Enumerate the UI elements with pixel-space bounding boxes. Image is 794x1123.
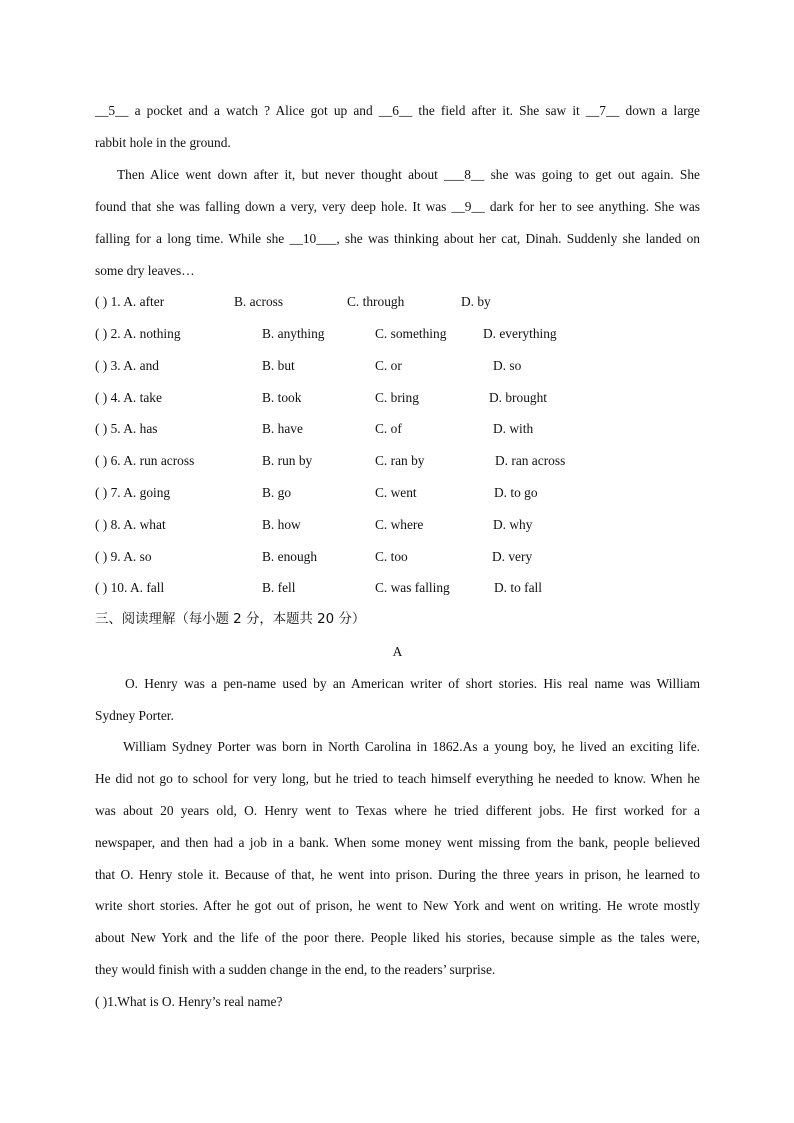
question-option-c: C. too [375, 549, 408, 564]
question-option-a: ( ) 3. A. and [95, 358, 159, 373]
question-option-b: B. anything [262, 326, 325, 341]
question-option-b: B. but [262, 358, 295, 373]
question-option-c: C. where [375, 517, 424, 532]
cloze-line-5: falling for a long time. While she __10___, she was thinking about her cat, Dinah. Suddenly she landed on [95, 231, 700, 246]
question-option-d: D. so [493, 358, 522, 373]
question-option-c: C. was falling [375, 580, 450, 595]
cloze-line-4: found that she was falling down a very, very deep hole. It was __9__ dark for her to see anything. She was [95, 199, 700, 214]
question-option-b: B. across [234, 294, 284, 309]
cloze-line-1: __5__ a pocket and a watch ? Alice got up and __6__ the field after it. She saw it __7__ down a large [95, 103, 700, 118]
question-option-b: B. run by [262, 453, 313, 468]
question-option-c: C. or [375, 358, 402, 373]
question-option-d: D. ran across [495, 453, 566, 468]
question-option-c: C. bring [375, 390, 419, 405]
question-option-d: D. brought [489, 390, 548, 405]
question-option-d: D. why [493, 517, 533, 532]
passage-p1-line-2: Sydney Porter. [95, 708, 174, 723]
passage-p2-line-6: write short stories. After he got out of prison, he went to New York and went on writing. He wrote mostly [95, 898, 700, 913]
question-option-a: ( ) 9. A. so [95, 549, 152, 564]
question-option-d: D. with [493, 421, 534, 436]
passage-p2-line-5: that O. Henry stole it. Because of that, he went into prison. During the three years in prison, he learned to [95, 867, 700, 882]
question-option-a: ( ) 8. A. what [95, 517, 166, 532]
section-heading: 三、阅读理解（每小题 2 分，本题共 20 分） [95, 612, 366, 627]
question-option-a: ( ) 7. A. going [95, 485, 171, 500]
question-option-d: D. everything [483, 326, 557, 341]
question-option-d: D. to go [494, 485, 538, 500]
question-option-c: C. through [347, 294, 405, 309]
passage-p2-line-7: about New York and the life of the poor there. People liked his stories, because simple as the tales were, [95, 930, 700, 945]
question-option-b: B. have [262, 421, 303, 436]
reading-question-1: ( )1.What is O. Henry’s real name? [95, 994, 283, 1009]
question-option-c: C. went [375, 485, 417, 500]
passage-p2-line-2: He did not go to school for very long, but he tried to teach himself everything he needed to know. When he [95, 771, 700, 786]
passage-p2-line-4: newspaper, and then had a job in a bank. When some money went missing from the bank, people believed [95, 835, 700, 850]
cloze-line-6: some dry leaves… [95, 263, 195, 278]
passage-label: A [392, 644, 403, 659]
question-option-c: C. something [375, 326, 447, 341]
cloze-line-3: Then Alice went down after it, but never thought about ___8__ she was going to get out again. She [117, 167, 700, 182]
question-option-a: ( ) 4. A. take [95, 390, 162, 405]
passage-p2-line-3: was about 20 years old, O. Henry went to Texas where he tried different jobs. He first worked for a [95, 803, 700, 818]
question-option-b: B. how [262, 517, 301, 532]
question-option-a: ( ) 2. A. nothing [95, 326, 181, 341]
passage-p1-line-1: O. Henry was a pen-name used by an American writer of short stories. His real name was William [125, 676, 700, 691]
passage-p2-line-8: they would finish with a sudden change in the end, to the readers’ surprise. [95, 962, 496, 977]
question-option-a: ( ) 6. A. run across [95, 453, 195, 468]
question-option-d: D. by [461, 294, 491, 309]
question-option-b: B. took [262, 390, 302, 405]
passage-p2-line-1: William Sydney Porter was born in North Carolina in 1862.As a young boy, he lived an exciting life. [123, 739, 700, 754]
cloze-line-2: rabbit hole in the ground. [95, 135, 231, 150]
question-option-a: ( ) 10. A. fall [95, 580, 165, 595]
question-option-b: B. fell [262, 580, 296, 595]
question-option-a: ( ) 5. A. has [95, 421, 158, 436]
question-option-d: D. to fall [494, 580, 542, 595]
question-option-a: ( ) 1. A. after [95, 294, 165, 309]
question-option-d: D. very [492, 549, 533, 564]
question-option-c: C. of [375, 421, 402, 436]
question-option-b: B. enough [262, 549, 318, 564]
question-option-c: C. ran by [375, 453, 425, 468]
question-option-b: B. go [262, 485, 292, 500]
